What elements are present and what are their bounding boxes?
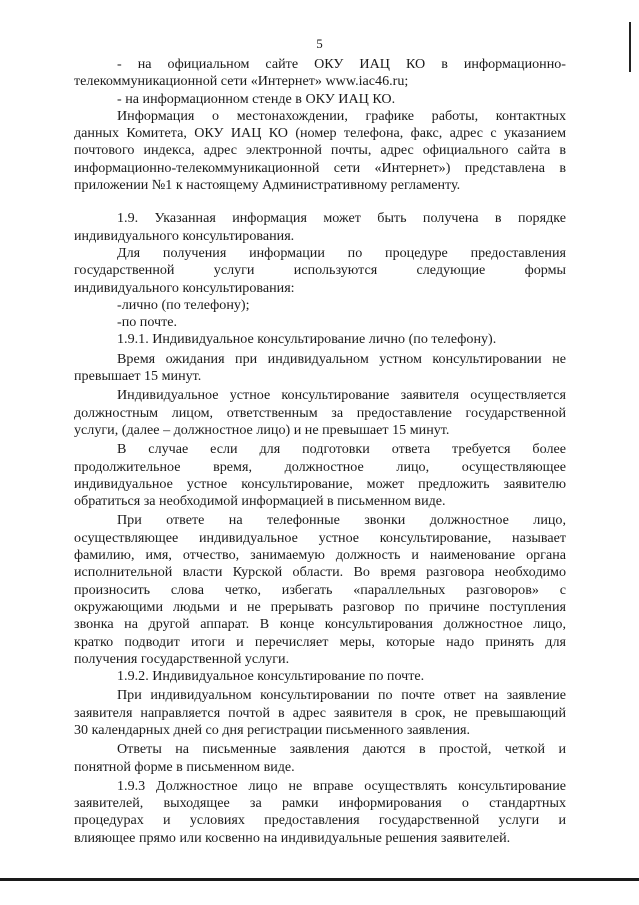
subsection-1-9-2-heading: 1.9.2. Индивидуальное консультирование по почте. [117, 668, 425, 685]
text-line: - на официальном сайте ОКУ ИАЦ КО в информационно- [117, 56, 566, 72]
text-line: осуществляющее индивидуальное устное консультирование, называет [74, 529, 566, 546]
text-line: Для получения информации по процедуре предоставления [117, 244, 566, 261]
text-line: заявителей, выходящее за рамки информирования о стандартных [74, 795, 566, 812]
text-line: Время ожидания при индивидуальном устном консультировании не [117, 350, 566, 367]
text-line: телекоммуникационной сети «Интернет» www.iac46.ru; [74, 73, 409, 90]
text-line: превышает 15 минут. [74, 368, 202, 385]
subsection-1-9-1-heading: 1.9.1. Индивидуальное консультирование лично (по телефону). [117, 331, 497, 348]
text-line: понятной форме в письменном виде. [74, 758, 295, 775]
section-1-9-line: 1.9. Указанная информация может быть получена в порядке [117, 210, 566, 227]
text-line: услуги, (далее – должностное лицо) и не превышает 15 минут. [74, 421, 450, 438]
text-line: Ответы на письменные заявления даются в простой, четкой и [117, 741, 566, 758]
text-line: процедурах и условиях предоставления государственной услуги и [74, 812, 566, 829]
text-line: индивидуальное устное консультирование, может предложить заявителю [74, 475, 566, 492]
text-line: В случае если для подготовки ответа требуется более [117, 441, 566, 458]
text-line: произносить слова четко, избегать «параллельных разговоров» с [74, 581, 566, 598]
text-line: приложении №1 к настоящему Административному регламенту. [74, 177, 461, 194]
text-line: При индивидуальном консультировании по почте ответ на заявление [117, 687, 566, 704]
text-line: индивидуального консультирования. [74, 227, 295, 244]
text-line: заявителя направляется почтой в адрес заявителя в срок, не превышающий [74, 704, 566, 721]
text-line: фамилию, имя, отчество, занимаемую должность и наименование органа [74, 547, 566, 564]
text-line: исполнительной власти Курской области. Во время разговора необходимо [74, 564, 566, 581]
list-item: -лично (по телефону); [117, 296, 250, 313]
text-line: При ответе на телефонные звонки должностное лицо, [117, 512, 566, 529]
text-line: Информация о местонахождении, графике работы, контактных [117, 107, 566, 124]
text-line: информационно-телекоммуникационной сети «Интернет») представлена в [74, 159, 566, 176]
text-line: влияющее прямо или косвенно на индивидуальные решения заявителей. [74, 829, 511, 846]
text-line: данных Комитета, ОКУ ИАЦ КО (номер телефона, факс, адрес с указанием [74, 125, 566, 142]
text-line: обратиться за необходимой информацией в письменном виде. [74, 493, 446, 510]
text-line: индивидуального консультирования: [74, 279, 295, 296]
text-line: получения государственной услуги. [74, 650, 290, 667]
text-line: почтового индекса, адрес электронной почты, адрес официального сайта в [74, 142, 566, 159]
text-line: Индивидуальное устное консультирование заявителя осуществляется [117, 387, 566, 404]
list-item: -по почте. [117, 314, 178, 331]
text-line: продолжительное время, должностное лицо, осуществляющее [74, 458, 566, 475]
text-line: окружающими людьми и не прерывать разговор по причине поступления [74, 598, 566, 615]
scan-edge-mark [629, 22, 631, 72]
text-line: государственной услуги используются следующие формы [74, 262, 566, 279]
page-number: 5 [316, 36, 323, 51]
scan-bottom-edge [0, 878, 639, 881]
text-line: звонка на другой аппарат. В конце консультирования должностное лицо, [74, 616, 566, 633]
subsection-1-9-3-line: 1.9.3 Должностное лицо не вправе осуществлять консультирование [117, 777, 566, 794]
document-body [74, 56, 566, 847]
text-line: - на информационном стенде в ОКУ ИАЦ КО. [117, 90, 396, 107]
text-line: кратко подводит итоги и перечисляет меры, которые надо принять для [74, 633, 566, 650]
text-line: 30 календарных дней со дня регистрации письменного заявления. [74, 721, 470, 738]
text-line: должностным лицом, ответственным за предоставление государственной [74, 404, 566, 421]
